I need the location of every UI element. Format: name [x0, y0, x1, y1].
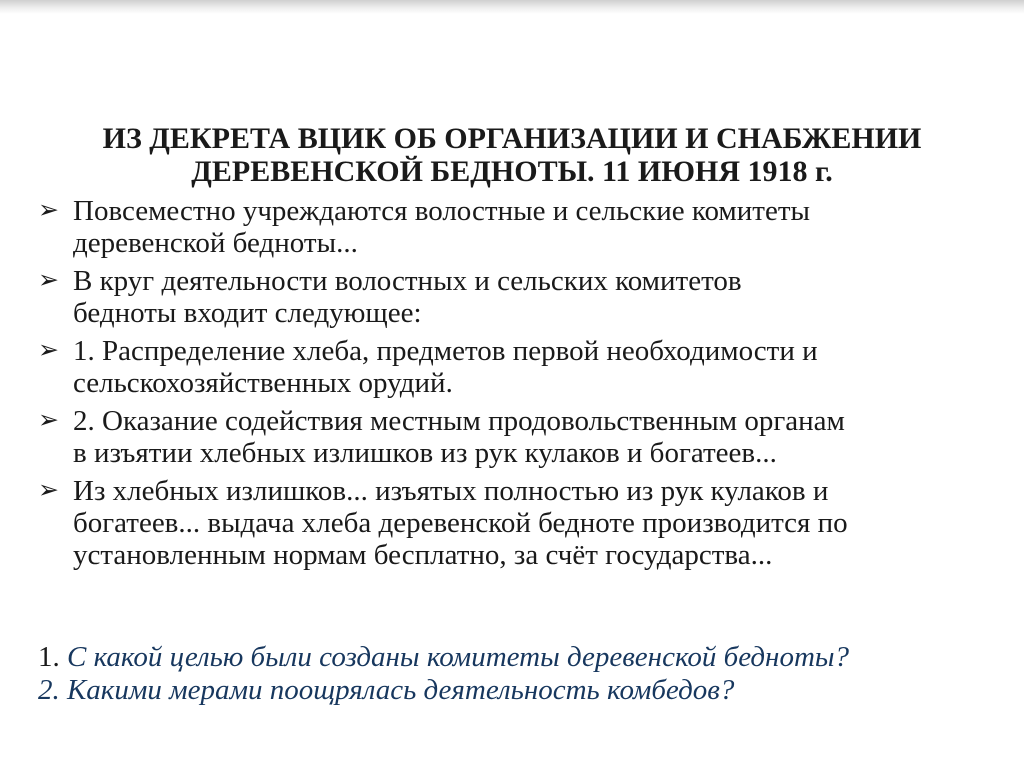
bullet-line: сельскохозяйственных орудий. — [73, 367, 453, 399]
title-line-1: ИЗ ДЕКРЕТА ВЦИК ОБ ОРГАНИЗАЦИИ И СНАБЖЕНИИ — [102, 122, 922, 155]
arrow-bullet-icon: ➢ — [38, 267, 59, 294]
top-shadow — [0, 0, 1024, 14]
bullet-line: бедноты входит следующее: — [73, 297, 422, 329]
bullet-text — [73, 265, 998, 329]
question-1-text: С какой целью были созданы комитеты деревенской бедноты? — [67, 641, 850, 673]
bullet-line: в изъятии хлебных излишков из рук кулаков и богатеев... — [73, 437, 777, 469]
bullet-item-5 — [38, 475, 998, 571]
bullet-item-1 — [38, 195, 998, 259]
bullet-list — [38, 195, 998, 577]
question-2: 2. Какими мерами поощрялась деятельность комбедов? — [38, 674, 735, 706]
bullet-item-4 — [38, 405, 998, 469]
bullet-line: В круг деятельности волостных и сельских комитетов — [73, 265, 742, 297]
bullet-text — [73, 405, 998, 469]
bullet-text — [73, 475, 998, 571]
bullet-line: деревенской бедноты... — [73, 227, 358, 259]
arrow-bullet-icon: ➢ — [38, 407, 59, 434]
bullet-line: 1. Распределение хлеба, предметов первой необходимости и — [73, 335, 818, 367]
bullet-text — [73, 335, 998, 399]
bullet-line: Повсеместно учреждаются волостные и сельские комитеты — [73, 195, 810, 227]
bullet-line: Из хлебных излишков... изъятых полностью из рук кулаков и — [73, 475, 829, 507]
bullet-line: 2. Оказание содействия местным продовольственным органам — [73, 405, 845, 437]
arrow-bullet-icon: ➢ — [38, 477, 59, 504]
bullet-item-2 — [38, 265, 998, 329]
slide-title — [20, 122, 1004, 188]
bullet-item-3 — [38, 335, 998, 399]
questions-block — [38, 641, 1008, 707]
question-1-number: 1. — [38, 641, 60, 673]
bullet-line: установленным нормам бесплатно, за счёт государства... — [73, 539, 773, 571]
question-1 — [38, 641, 1008, 674]
arrow-bullet-icon: ➢ — [38, 197, 59, 224]
bullet-line: богатеев... выдача хлеба деревенской бедноте производится по — [73, 507, 848, 539]
bullet-text — [73, 195, 998, 259]
title-line-2: ДЕРЕВЕНСКОЙ БЕДНОТЫ. 11 ИЮНЯ 1918 г. — [191, 155, 833, 188]
arrow-bullet-icon: ➢ — [38, 337, 59, 364]
